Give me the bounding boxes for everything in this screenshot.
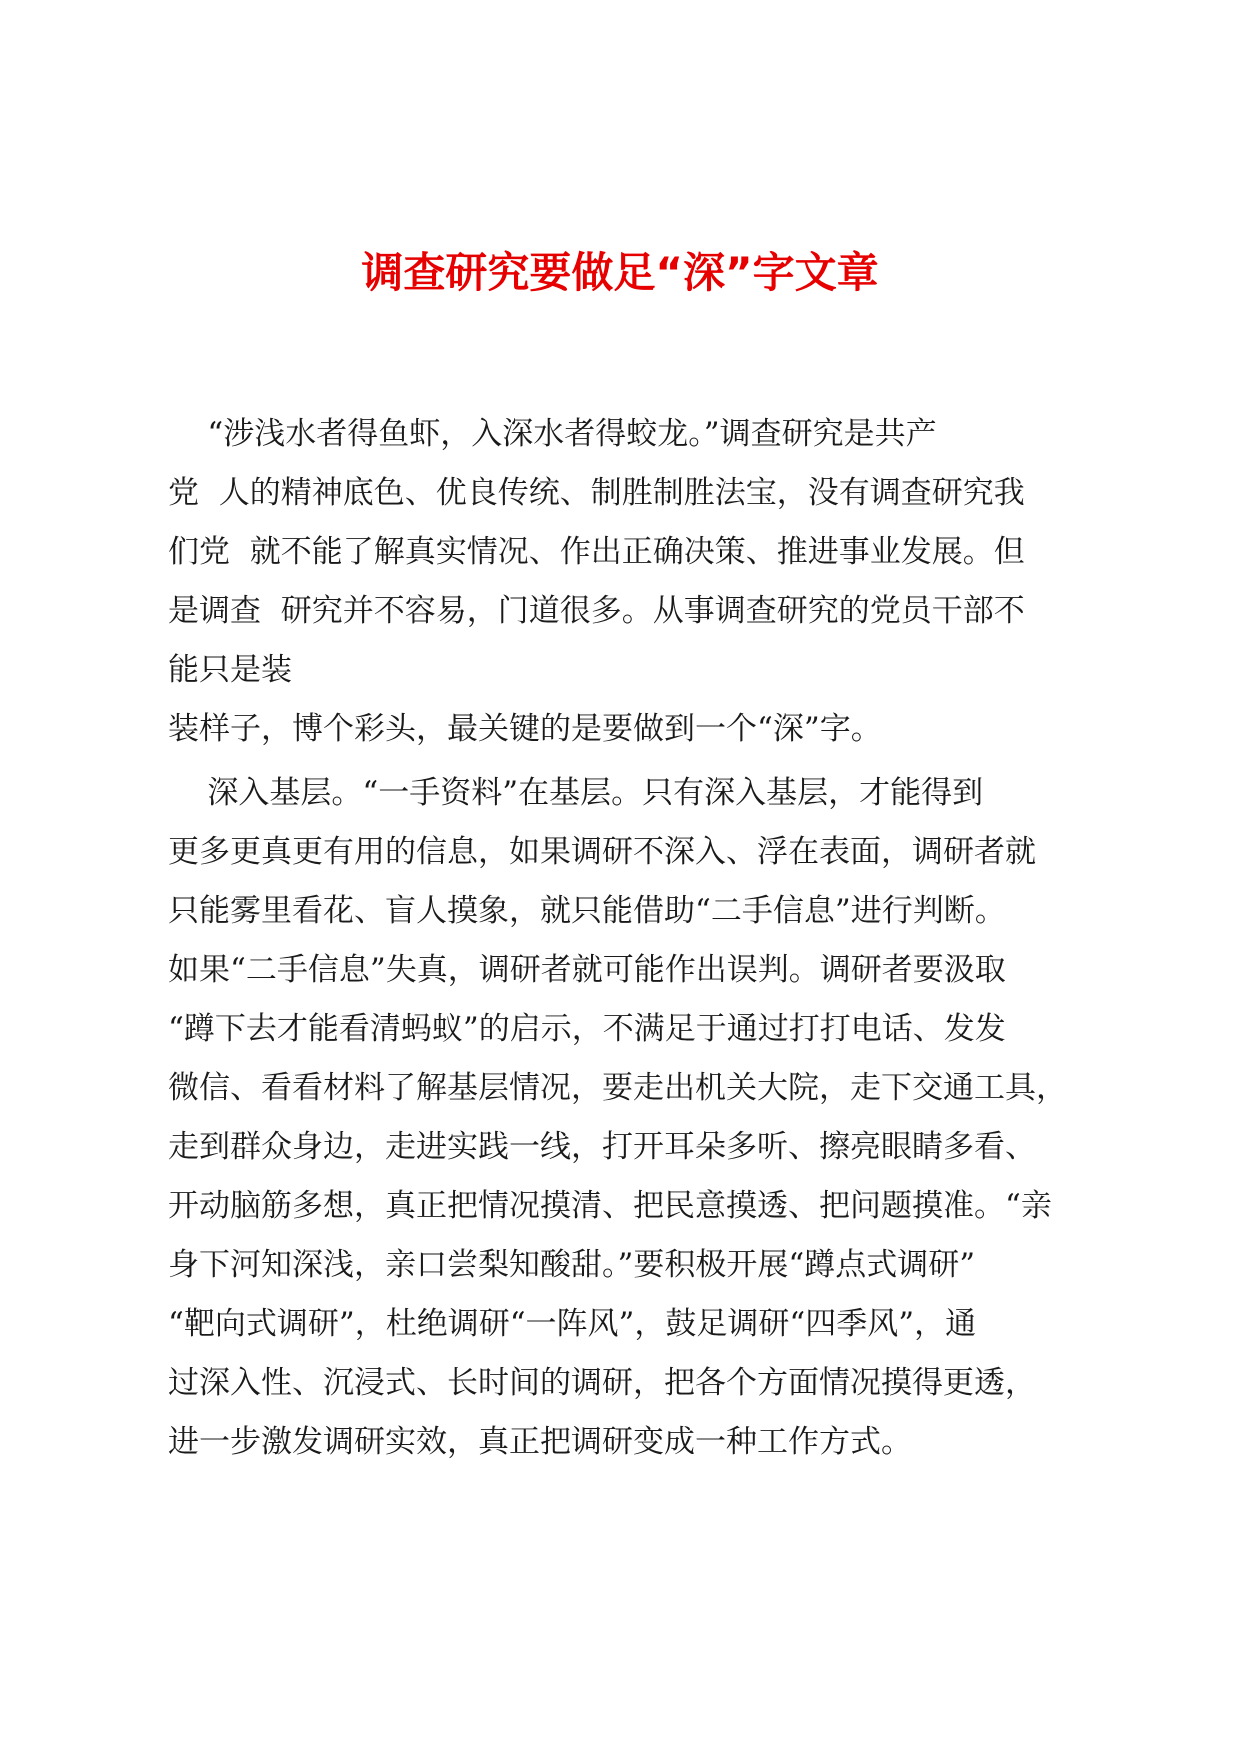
paragraph-line: 只能雾里看花、盲人摸象，就只能借助“二手信息”进行判断。 <box>168 893 1006 929</box>
paragraph-line: 身下河知深浅，亲口尝梨知酸甜。”要积极开展“蹲点式调研” <box>168 1247 976 1283</box>
paragraph-line: 装样子，博个彩头，最关键的是要做到一个“深”字。 <box>168 711 882 747</box>
paragraph-line: “蹲下去才能看清蚂蚁”的启示，不满足于通过打打电话、发发 <box>168 1011 1006 1047</box>
paragraph-line: 如果“二手信息”失真，调研者就可能作出误判。调研者要汲取 <box>168 952 1006 988</box>
paragraph-intro <box>168 405 1088 759</box>
paragraph-line: “涉浅水者得鱼虾，入深水者得蛟龙。”调查研究是共产 <box>168 416 937 452</box>
paragraph-line: 微信、看看材料了解基层情况，要走出机关大院，走下交通工具， <box>168 1070 1067 1106</box>
paragraph-line: 是调查 研究并不容易，门道很多。从事调查研究的党员干部不 <box>168 593 1025 629</box>
document-title: 调查研究要做足“深”字文章 <box>361 248 879 297</box>
paragraph-line: 更多更真更有用的信息，如果调研不深入、浮在表面，调研者就 <box>168 834 1036 870</box>
paragraph-line: 能只是装 <box>168 652 292 688</box>
paragraph-line: 党 人的精神底色、优良传统、制胜制胜法宝，没有调查研究我 <box>168 475 1025 511</box>
paragraph-line: 深入基层。“一手资料”在基层。只有深入基层，才能得到 <box>168 775 984 811</box>
paragraph-line: 过深入性、沉浸式、长时间的调研，把各个方面情况摸得更透， <box>168 1365 1036 1401</box>
paragraph-line: 们党 就不能了解真实情况、作出正确决策、推进事业发展。但 <box>168 534 1025 570</box>
paragraph-line: “靶向式调研”，杜绝调研“一阵风”，鼓足调研“四季风”，通 <box>168 1306 977 1342</box>
paragraph-line: 开动脑筋多想，真正把情况摸清、把民意摸透、把问题摸准。“亲 <box>168 1188 1052 1224</box>
paragraph-line: 进一步激发调研实效，真正把调研变成一种工作方式。 <box>168 1424 912 1460</box>
paragraph-line: 走到群众身边，走进实践一线，打开耳朵多听、擦亮眼睛多看、 <box>168 1129 1036 1165</box>
paragraph-grassroots <box>168 764 1088 1472</box>
